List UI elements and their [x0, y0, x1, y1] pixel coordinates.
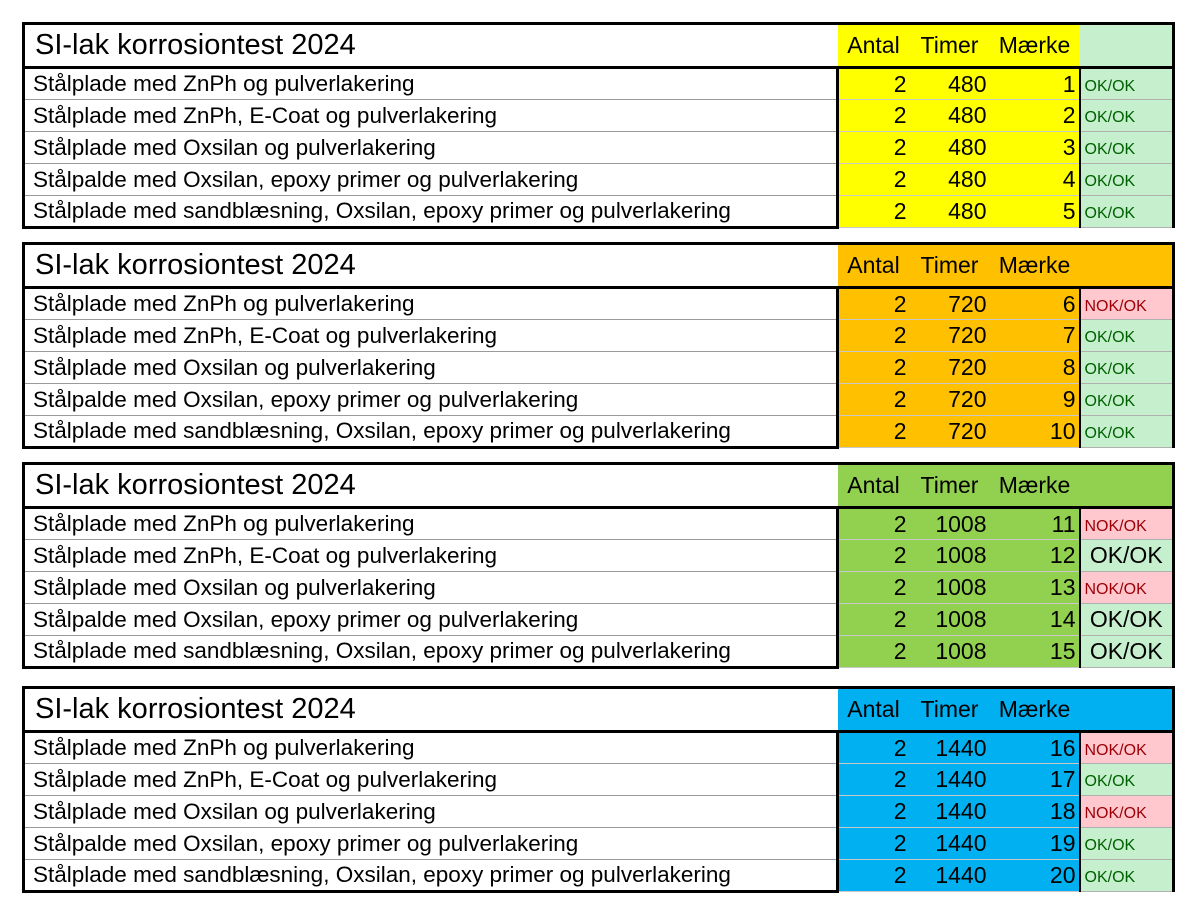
row-maerke: 7 [990, 320, 1080, 352]
row-description: Stålplade med ZnPh og pulverlakering [24, 288, 838, 320]
row-maerke: 4 [990, 164, 1080, 196]
row-maerke: 5 [990, 196, 1080, 228]
row-status: OK/OK [1080, 68, 1174, 100]
row-description: Stålplade med ZnPh, E-Coat og pulverlakering [24, 764, 838, 796]
row-status: OK/OK [1080, 132, 1174, 164]
header-timer: Timer [910, 688, 990, 732]
row-antal: 2 [838, 572, 910, 604]
row-timer: 480 [910, 164, 990, 196]
row-antal: 2 [838, 132, 910, 164]
row-timer: 720 [910, 320, 990, 352]
table-header-row [24, 24, 1174, 68]
row-maerke: 14 [990, 604, 1080, 636]
row-maerke: 10 [990, 416, 1080, 448]
row-maerke: 16 [990, 732, 1080, 764]
header-maerke: Mærke [990, 244, 1080, 288]
row-antal: 2 [838, 196, 910, 228]
row-antal: 2 [838, 164, 910, 196]
header-antal: Antal [838, 688, 910, 732]
row-timer: 1008 [910, 572, 990, 604]
row-timer: 480 [910, 196, 990, 228]
row-maerke: 18 [990, 796, 1080, 828]
row-description: Stålplade med ZnPh og pulverlakering [24, 732, 838, 764]
row-description: Stålplade med Oxsilan og pulverlakering [24, 796, 838, 828]
block-title: SI-lak korrosiontest 2024 [24, 244, 838, 288]
row-timer: 1440 [910, 764, 990, 796]
row-antal: 2 [838, 604, 910, 636]
header-antal: Antal [838, 24, 910, 68]
table-row [24, 384, 1174, 416]
row-timer: 720 [910, 416, 990, 448]
row-status: NOK/OK [1080, 508, 1174, 540]
table-row [24, 828, 1174, 860]
row-maerke: 13 [990, 572, 1080, 604]
row-timer: 1440 [910, 828, 990, 860]
table-row [24, 636, 1174, 668]
table-row [24, 732, 1174, 764]
table-row [24, 164, 1174, 196]
row-maerke: 20 [990, 860, 1080, 892]
test-block-480 [22, 22, 1172, 229]
row-status: OK/OK [1080, 100, 1174, 132]
row-maerke: 6 [990, 288, 1080, 320]
row-timer: 480 [910, 100, 990, 132]
table-row [24, 572, 1174, 604]
row-status: OK/OK [1080, 860, 1174, 892]
header-timer: Timer [910, 464, 990, 508]
row-antal: 2 [838, 384, 910, 416]
header-timer: Timer [910, 24, 990, 68]
test-table [22, 686, 1175, 893]
row-maerke: 17 [990, 764, 1080, 796]
row-description: Stålplade med ZnPh og pulverlakering [24, 68, 838, 100]
row-maerke: 11 [990, 508, 1080, 540]
row-timer: 480 [910, 68, 990, 100]
row-timer: 1008 [910, 636, 990, 668]
header-maerke: Mærke [990, 464, 1080, 508]
table-row [24, 604, 1174, 636]
table-row [24, 416, 1174, 448]
table-header-row [24, 244, 1174, 288]
block-title: SI-lak korrosiontest 2024 [24, 688, 838, 732]
header-status [1080, 24, 1174, 68]
row-maerke: 12 [990, 540, 1080, 572]
row-status: OK/OK [1080, 636, 1174, 668]
row-status: OK/OK [1080, 828, 1174, 860]
block-title: SI-lak korrosiontest 2024 [24, 464, 838, 508]
row-description: Stålplade med ZnPh og pulverlakering [24, 508, 838, 540]
row-description: Stålpalde med Oxsilan, epoxy primer og pulverlakering [24, 384, 838, 416]
table-header-row [24, 688, 1174, 732]
header-maerke: Mærke [990, 688, 1080, 732]
row-timer: 1440 [910, 860, 990, 892]
row-antal: 2 [838, 540, 910, 572]
test-table [22, 462, 1175, 669]
row-description: Stålplade med Oxsilan og pulverlakering [24, 132, 838, 164]
table-row [24, 320, 1174, 352]
row-timer: 720 [910, 288, 990, 320]
row-antal: 2 [838, 764, 910, 796]
row-status: OK/OK [1080, 604, 1174, 636]
table-row [24, 352, 1174, 384]
row-status: OK/OK [1080, 196, 1174, 228]
row-maerke: 1 [990, 68, 1080, 100]
test-table [22, 242, 1175, 449]
row-timer: 1008 [910, 508, 990, 540]
table-row [24, 288, 1174, 320]
row-status: NOK/OK [1080, 288, 1174, 320]
row-description: Stålplade med sandblæsning, Oxsilan, epoxy primer og pulverlakering [24, 196, 838, 228]
block-title: SI-lak korrosiontest 2024 [24, 24, 838, 68]
row-antal: 2 [838, 100, 910, 132]
table-row [24, 132, 1174, 164]
row-maerke: 2 [990, 100, 1080, 132]
row-antal: 2 [838, 352, 910, 384]
row-status: OK/OK [1080, 320, 1174, 352]
row-status: OK/OK [1080, 764, 1174, 796]
table-row [24, 508, 1174, 540]
header-timer: Timer [910, 244, 990, 288]
row-maerke: 8 [990, 352, 1080, 384]
row-status: OK/OK [1080, 384, 1174, 416]
row-antal: 2 [838, 320, 910, 352]
row-antal: 2 [838, 732, 910, 764]
header-status [1080, 244, 1174, 288]
row-antal: 2 [838, 68, 910, 100]
row-description: Stålpalde med Oxsilan, epoxy primer og pulverlakering [24, 604, 838, 636]
row-description: Stålpalde med Oxsilan, epoxy primer og pulverlakering [24, 828, 838, 860]
row-maerke: 19 [990, 828, 1080, 860]
row-timer: 480 [910, 132, 990, 164]
row-description: Stålplade med sandblæsning, Oxsilan, epoxy primer og pulverlakering [24, 416, 838, 448]
row-description: Stålplade med Oxsilan og pulverlakering [24, 352, 838, 384]
row-timer: 720 [910, 384, 990, 416]
row-description: Stålplade med ZnPh, E-Coat og pulverlakering [24, 100, 838, 132]
row-status: NOK/OK [1080, 796, 1174, 828]
row-antal: 2 [838, 860, 910, 892]
table-row [24, 764, 1174, 796]
table-row [24, 796, 1174, 828]
row-maerke: 9 [990, 384, 1080, 416]
row-timer: 1008 [910, 540, 990, 572]
row-description: Stålpalde med Oxsilan, epoxy primer og pulverlakering [24, 164, 838, 196]
row-timer: 1008 [910, 604, 990, 636]
table-header-row [24, 464, 1174, 508]
row-description: Stålplade med Oxsilan og pulverlakering [24, 572, 838, 604]
row-description: Stålplade med ZnPh, E-Coat og pulverlakering [24, 320, 838, 352]
test-block-1440 [22, 686, 1172, 893]
row-antal: 2 [838, 636, 910, 668]
row-description: Stålplade med ZnPh, E-Coat og pulverlakering [24, 540, 838, 572]
test-block-720 [22, 242, 1172, 449]
row-antal: 2 [838, 508, 910, 540]
table-row [24, 100, 1174, 132]
header-status [1080, 464, 1174, 508]
test-block-1008 [22, 462, 1172, 669]
row-timer: 720 [910, 352, 990, 384]
row-status: NOK/OK [1080, 732, 1174, 764]
row-status: NOK/OK [1080, 572, 1174, 604]
row-maerke: 15 [990, 636, 1080, 668]
row-antal: 2 [838, 288, 910, 320]
header-antal: Antal [838, 244, 910, 288]
table-row [24, 540, 1174, 572]
table-row [24, 860, 1174, 892]
test-table [22, 22, 1175, 229]
row-description: Stålplade med sandblæsning, Oxsilan, epoxy primer og pulverlakering [24, 636, 838, 668]
header-antal: Antal [838, 464, 910, 508]
row-antal: 2 [838, 828, 910, 860]
row-description: Stålplade med sandblæsning, Oxsilan, epoxy primer og pulverlakering [24, 860, 838, 892]
row-status: OK/OK [1080, 164, 1174, 196]
row-status: OK/OK [1080, 540, 1174, 572]
row-antal: 2 [838, 796, 910, 828]
row-antal: 2 [838, 416, 910, 448]
row-timer: 1440 [910, 796, 990, 828]
row-status: OK/OK [1080, 416, 1174, 448]
row-timer: 1440 [910, 732, 990, 764]
header-maerke: Mærke [990, 24, 1080, 68]
table-row [24, 68, 1174, 100]
header-status [1080, 688, 1174, 732]
row-maerke: 3 [990, 132, 1080, 164]
row-status: OK/OK [1080, 352, 1174, 384]
table-row [24, 196, 1174, 228]
